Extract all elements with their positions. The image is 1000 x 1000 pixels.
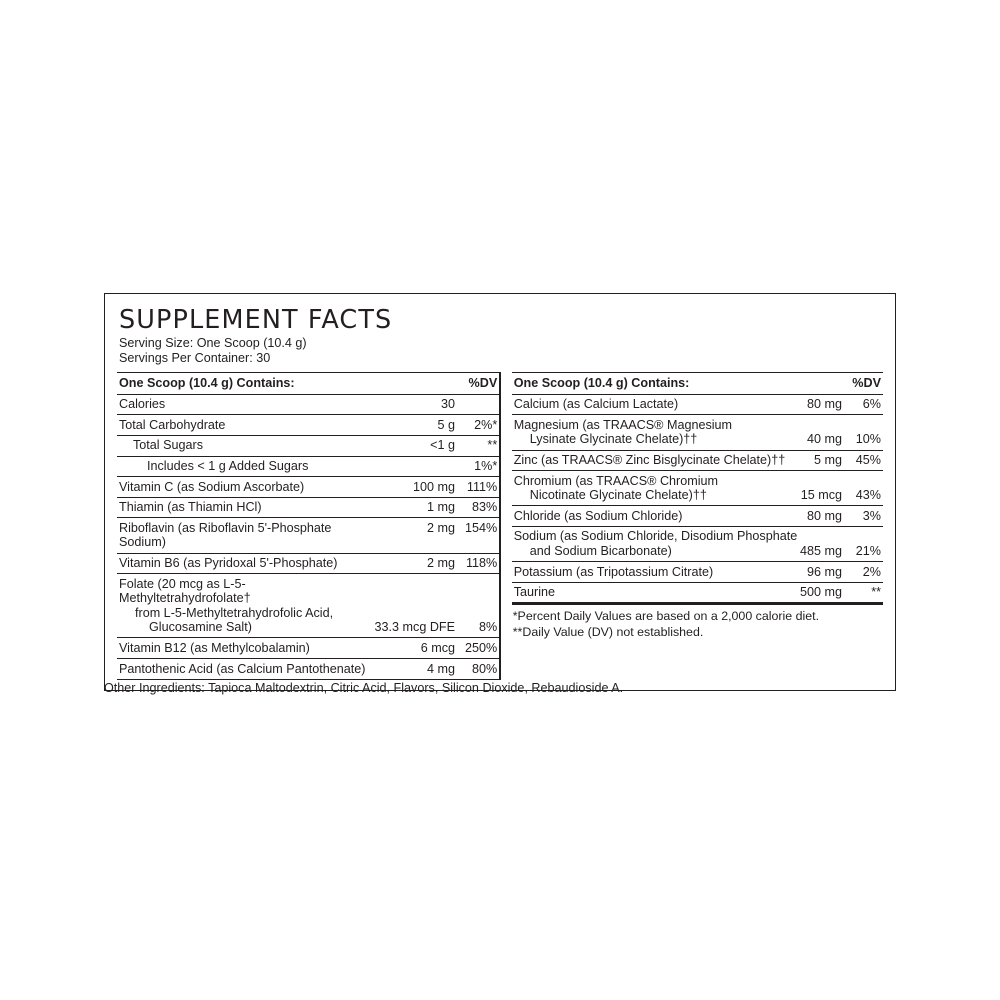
page-title: SUPPLEMENT FACTS [119, 305, 393, 335]
table-row [117, 497, 499, 518]
table-row [117, 638, 499, 659]
nutrient-name: Vitamin B12 (as Methylcobalamin) [117, 638, 375, 659]
nutrient-name: Thiamin (as Thiamin HCl) [117, 497, 375, 518]
nutrient-dv: 2% [852, 562, 883, 583]
footnotes [512, 609, 883, 640]
table-row [512, 471, 883, 506]
table-row [117, 518, 499, 553]
table-row [117, 477, 499, 498]
facts-column-right [501, 372, 883, 640]
nutrient-amount: 100 mg [375, 477, 466, 498]
column-header-amount [375, 373, 466, 395]
nutrient-name: Total Carbohydrate [117, 415, 375, 436]
nutrient-name-line3: Glucosamine Salt) [149, 620, 252, 635]
nutrient-name: Vitamin B6 (as Pyridoxal 5'-Phosphate) [117, 553, 375, 574]
table-row [512, 582, 883, 604]
footnote-dv-not-established: **Daily Value (DV) not established. [512, 624, 704, 639]
nutrient-name [512, 526, 800, 561]
table-row [117, 659, 499, 680]
nutrient-dv: 3% [852, 506, 883, 527]
nutrient-amount: 6 mcg [375, 638, 466, 659]
nutrient-name [512, 471, 800, 506]
table-row [117, 415, 499, 436]
nutrient-amount: 80 mg [800, 506, 852, 527]
nutrient-amount [375, 456, 466, 477]
other-ingredients: Other Ingredients: Tapioca Maltodextrin, Citric Acid, Flavors, Silicon Dioxide, Rebaudioside A. [104, 681, 624, 695]
supplement-facts-panel [104, 293, 896, 691]
nutrient-amount: 5 mg [800, 450, 852, 471]
nutrient-name-line2: Nicotinate Glycinate Chelate)†† [529, 488, 707, 503]
nutrient-dv: 80% [465, 659, 499, 680]
table-header-row [512, 373, 883, 395]
table-row [117, 553, 499, 574]
nutrient-amount: 80 mg [800, 394, 852, 415]
table-row [117, 456, 499, 477]
nutrient-name-line1: Folate (20 mcg as L-5-Methyltetrahydrofolate† [119, 576, 251, 606]
footnote-percent-dv: *Percent Daily Values are based on a 2,000 calorie diet. [512, 609, 820, 624]
nutrient-dv: 43% [852, 471, 883, 506]
nutrient-dv: 250% [465, 638, 499, 659]
column-header-dv: %DV [465, 373, 499, 395]
column-header-name: One Scoop (10.4 g) Contains: [117, 373, 375, 395]
nutrient-name: Total Sugars [117, 435, 375, 456]
nutrient-dv: 21% [852, 526, 883, 561]
nutrient-dv [465, 394, 499, 415]
nutrient-amount: 4 mg [375, 659, 466, 680]
nutrient-dv: 10% [852, 415, 883, 450]
nutrient-amount: 96 mg [800, 562, 852, 583]
nutrient-dv: 111% [465, 477, 499, 498]
nutrient-name: Calcium (as Calcium Lactate) [512, 394, 800, 415]
nutrient-amount: 2 mg [375, 553, 466, 574]
nutrient-name-line1: Sodium (as Sodium Chloride, Disodium Phosphate [513, 529, 798, 544]
nutrient-amount: 15 mcg [800, 471, 852, 506]
table-row [512, 415, 883, 450]
nutrient-dv: 6% [852, 394, 883, 415]
nutrient-name [117, 574, 375, 638]
nutrient-name-line1: Chromium (as TRAACS® Chromium [513, 473, 719, 488]
nutrient-name: Riboflavin (as Riboflavin 5'-Phosphate Sodium) [117, 518, 375, 553]
serving-info [119, 336, 883, 366]
nutrient-name-line2: Lysinate Glycinate Chelate)†† [529, 432, 698, 447]
nutrient-amount: 2 mg [375, 518, 466, 553]
nutrient-dv: 154% [465, 518, 499, 553]
column-header-dv: %DV [852, 373, 883, 395]
nutrient-dv: 1%* [465, 456, 499, 477]
nutrient-amount: 33.3 mcg DFE [375, 574, 466, 638]
table-row [512, 506, 883, 527]
nutrient-amount: 40 mg [800, 415, 852, 450]
nutrient-name: Zinc (as TRAACS® Zinc Bisglycinate Chelate)†† [512, 450, 800, 471]
nutrient-name: Taurine [512, 582, 800, 604]
nutrient-name-line2: and Sodium Bicarbonate) [529, 544, 672, 559]
nutrient-dv: 8% [465, 574, 499, 638]
nutrient-dv: ** [852, 582, 883, 604]
nutrient-name: Chloride (as Sodium Chloride) [512, 506, 800, 527]
nutrient-amount: 1 mg [375, 497, 466, 518]
nutrient-name: Calories [117, 394, 375, 415]
column-header-name: One Scoop (10.4 g) Contains: [512, 373, 800, 395]
table-row [117, 394, 499, 415]
serving-size: Serving Size: One Scoop (10.4 g) [119, 335, 307, 350]
nutrient-dv: ** [465, 435, 499, 456]
nutrient-name-line2: from L-5-Methyltetrahydrofolic Acid, [135, 605, 334, 620]
nutrient-amount: 5 g [375, 415, 466, 436]
nutrient-dv: 83% [465, 497, 499, 518]
table-row [512, 562, 883, 583]
nutrient-amount: 485 mg [800, 526, 852, 561]
facts-columns [117, 372, 883, 680]
facts-column-left [117, 372, 499, 680]
nutrient-dv: 2%* [465, 415, 499, 436]
table-row [512, 450, 883, 471]
nutrient-name-line1: Magnesium (as TRAACS® Magnesium [513, 417, 733, 432]
nutrient-name: Vitamin C (as Sodium Ascorbate) [117, 477, 375, 498]
nutrient-name [512, 415, 800, 450]
nutrient-amount: 500 mg [800, 582, 852, 604]
nutrient-dv: 118% [465, 553, 499, 574]
nutrient-dv: 45% [852, 450, 883, 471]
nutrient-name: Potassium (as Tripotassium Citrate) [512, 562, 800, 583]
table-row [117, 574, 499, 638]
nutrient-name: Pantothenic Acid (as Calcium Pantothenate) [117, 659, 375, 680]
nutrient-table-right [512, 372, 883, 605]
column-header-amount [800, 373, 852, 395]
nutrient-amount: 30 [375, 394, 466, 415]
table-row [117, 435, 499, 456]
table-header-row [117, 373, 499, 395]
table-row [512, 526, 883, 561]
table-row [512, 394, 883, 415]
nutrient-amount: <1 g [375, 435, 466, 456]
nutrient-table-left [117, 372, 499, 680]
servings-per-container: Servings Per Container: 30 [119, 350, 271, 365]
nutrient-name: Includes < 1 g Added Sugars [117, 456, 375, 477]
